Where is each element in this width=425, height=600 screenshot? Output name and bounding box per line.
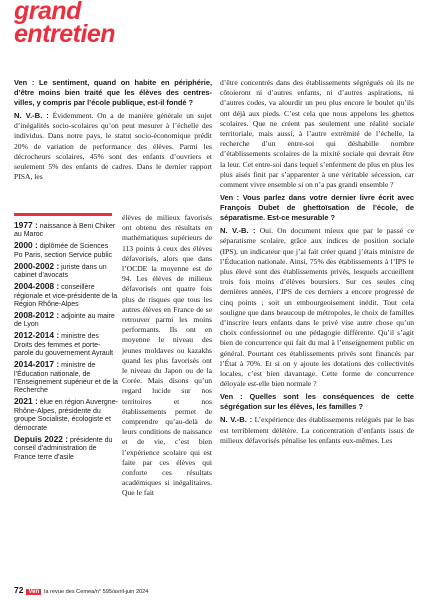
question-1-text: Le sentiment, quand on habite en périphérie, d’être moins bien traité que les élèves des centres-villes, y compris par l’école publique, est-il fondé ?	[14, 78, 213, 107]
right-column	[220, 78, 414, 449]
biography-item	[14, 282, 118, 309]
biography-text: ministre des Droits des femmes et porte-parole du gouvernement Ayrault	[14, 333, 114, 358]
biography-list	[14, 221, 118, 464]
biography-year: 2008-2012 :	[14, 310, 60, 321]
left-lower-area	[14, 213, 212, 578]
biography-text: présidente du conseil d’administration de France terre d’asile	[14, 436, 113, 461]
question-1-speaker: Ven :	[14, 78, 35, 87]
answer-2-speaker: N. V.-B. :	[220, 226, 256, 236]
biography-text: élue en région Auvergne-Rhône-Alpes, présidente du groupe Socialiste, écologiste et démocrate	[14, 399, 118, 432]
biography-text: naissance à Beni Chiker au Maroc	[14, 223, 116, 239]
page-number: 72	[14, 585, 24, 595]
biography-item	[14, 435, 118, 462]
title-line-1: grand	[14, 0, 81, 25]
biography-text: ministre de l’Éducation nationale, de l’Enseignement supérieur et de la Recherche	[14, 362, 118, 395]
biography-item	[14, 360, 118, 396]
question-2	[220, 193, 414, 223]
question-2-speaker: Ven :	[220, 193, 240, 203]
biography-text: conseillère régionale et vice-présidente de la Région Rhône-Alpes	[14, 284, 118, 309]
question-2-text: Vous parlez dans votre dernier livre écrit avec François Dubet de ghettoïsation de l’école, de séparatisme. Est-ce mesurable ?	[220, 193, 414, 223]
biography-item	[14, 241, 118, 260]
question-3-speaker: Ven :	[220, 392, 243, 402]
biography-rule	[14, 213, 112, 216]
biography-item	[14, 311, 118, 330]
biography-year: 1977 :	[14, 220, 38, 230]
biography-year: 2000-2002 :	[14, 260, 60, 271]
magazine-logo: Ven	[28, 589, 40, 595]
left-column	[14, 78, 212, 185]
biography-text: adjointe au maire de Lyon	[14, 313, 115, 329]
biography-item	[14, 397, 118, 433]
answer-1-continued: élèves de milieux favorisés ont obtenu des résultats en mathématiques supérieurs de 113 points à ceux des élèves défavorisés, alors que dans l’OCDE la moyenne est de 94. Les élèves de milieux défavorisés ont quatre fois plus de risques que tous les autres élèves en France de se retrouver parmi les moins performants. Ils ont en moyenne le niveau des jeunes moldaves ou kazakhs quand les plus favorisés ont le niveau du Japon ou de la Corée. Mais disons qu’un regard lucide sur nos territoires et nos établissements permet de comprendre qu’au-delà de leurs conditions de naissance et de vie, c’est bien l’expérience scolaire qui est faite par ces élèves qui conforte ces résultats académiques si inégalitaires. Que le fait	[122, 213, 212, 498]
biography-item	[14, 221, 118, 240]
answer-1-text: Évidemment. On a de manière générale un sujet d’inégalités socio-scolaires qu’on peut mesurer à l’échelle des individus. Dans notre pays, le statut socio-économique prédit 20% de variation de performance des élèves. Parmi les décrocheurs scolaires, 45% sont des enfants d’ouvriers et seulement 5% des enfants de cadres. Dans le dernier rapport PISA, les	[14, 111, 212, 182]
answer-2	[220, 226, 414, 389]
biography-year: 2021 :	[14, 396, 38, 407]
page-footer	[14, 585, 148, 595]
biography-year: 2014-2017 :	[14, 359, 60, 370]
answer-3-text: L’expérience des établissements relégués par le bas est terriblement délétère. La concentration d’enfants issus de milieux défavorisés pénalise les enfants eux-mêmes. Les	[220, 415, 414, 445]
answer-3	[220, 415, 414, 446]
biography-year: 2004-2008 :	[14, 281, 60, 292]
biography-year: 2012-2014 :	[14, 330, 60, 341]
biography-item	[14, 331, 118, 358]
question-3-text: Quelles sont les conséquences de cette ségrégation sur les élèves, les familles ?	[220, 392, 414, 412]
answer-3-speaker: N. V.-B. :	[220, 415, 253, 425]
biography-text: diplômée de Sciences Po Paris, section Service public	[14, 243, 113, 259]
answer-2-text: Oui. On document mieux que par le passé ce séparatisme scolaire, grâce aux indices de position sociale (IPS), un indicateur que j’ai fait créer quand j’étais ministre de l’Éducation nationale. Ainsi, 75% des établissements à l’IPS le plus élevé sont des établissements privés, lesquels accueillent trois fois moins d’élèves boursiers. Sur ces seules cinq dernières années, l’IPS de ces derniers a encore progressé de cinq points ; soit un embourgeoisement inédit. Tout cela souligne que dans beaucoup de métropoles, le choix de familles d’inscrire leurs enfants dans le privé vise autre chose qu’un choix confessionnel ou une pédagogie différente. Qu’il s’agit bien de concurrence qui fait du mal à l’enseignement public en général. Pourtant ces établissements privés sont financés par l’État à 70%. Et si on y ajoute les dotations des collectivités locales, c’est bien davantage. Cette forme de concurrence déloyale est-elle bien normale ?	[220, 226, 414, 389]
article-title	[14, 0, 115, 46]
biography-text: juriste dans un cabinet d’avocats	[14, 263, 107, 280]
title-line-2: entretien	[14, 20, 116, 48]
question-1	[14, 78, 212, 108]
footer-publication: la revue des Cemea/n° 595/avril-juin 2024	[44, 589, 149, 595]
biography-year: 2000 :	[14, 240, 38, 251]
answer-1-conclusion: d’être concentrés dans des établissements ségrégués où ils ne côtoieront ni d’autres enfants, ni d’autres aspirations, ni d’autres codes, va alourdir un peu plus encore le boulet qu’ils ont déjà aux pieds. C’est cela que nous appelons les ghettos scolaires. Que ne créent pas seulement une réalité sociale territoriale, mais aussi, à l’autre extrémité de l’échelle, la recherche d’un entre-soi qui déshabille nombre d’établissements scolaires de la mixité sociale qui devrait être la leur. Cet entre-soi dans lequel s’enferment de plus en plus les plus aisés finit par s’apparenter à une véritable sécession, car comment vivre ensemble si on n’a pas grandi ensemble ?	[220, 78, 414, 190]
answer-1	[14, 111, 212, 182]
biography-item	[14, 262, 118, 281]
answer-1-speaker: N. V.-B. :	[14, 111, 49, 120]
question-3	[220, 392, 414, 412]
biography-year: Depuis 2022 :	[14, 433, 68, 444]
